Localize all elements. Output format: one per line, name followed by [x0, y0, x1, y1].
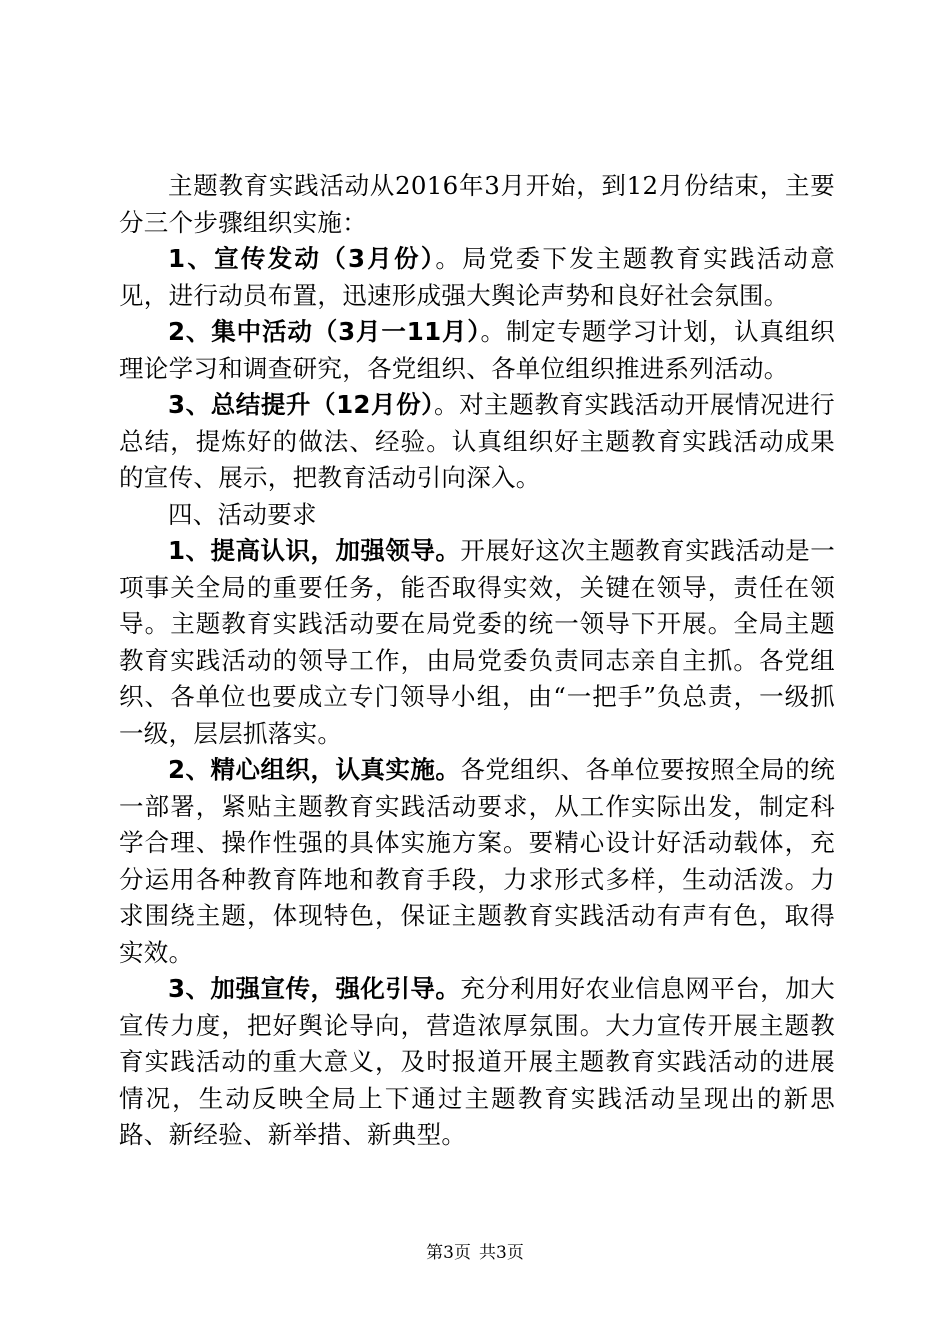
paragraph-text: 各党组织、各单位要按照全局的统一部署，紧贴主题教育实践活动要求，从工作实际出发，制定科学合理、操作性强的具体实施方案。要精心设计好活动载体，充分运用各种教育阵地和教育手段，力求形式多样，生动活泼。力求围绕主题，体现特色，保证主题教育实践活动有声有色，取得实效。 — [119, 755, 835, 967]
paragraph-lead: 1、宣传发动（3月份） — [168, 244, 436, 273]
paragraph-lead: 1、提高认识，加强领导。 — [168, 536, 461, 565]
paragraph-step-3 — [119, 387, 835, 497]
paragraph-lead: 3、加强宣传，强化引导。 — [168, 974, 461, 1003]
paragraph-intro — [119, 168, 835, 241]
page-total: 共3页 — [479, 1243, 524, 1263]
paragraph-step-1 — [119, 241, 835, 314]
document-body — [119, 168, 835, 1154]
paragraph-requirement-2 — [119, 752, 835, 971]
page-footer — [0, 1242, 950, 1264]
paragraph-text: 。局党委下发主题教育实践活动意见，进行动员布置，迅速形成强大舆论声势和良好社会氛围。 — [119, 244, 835, 310]
paragraph-lead: 3、总结提升（12月份） — [168, 390, 435, 419]
paragraph-lead: 2、精心组织，认真实施。 — [168, 755, 461, 784]
paragraph-text: 充分利用好农业信息网平台，加大宣传力度，把好舆论导向，营造浓厚氛围。大力宣传开展主题教育实践活动的重大意义，及时报道开展主题教育实践活动的进展情况，生动反映全局上下通过主题教育实践活动呈现出的新思路、新经验、新举措、新典型。 — [119, 974, 835, 1149]
paragraph-requirement-3 — [119, 971, 835, 1154]
paragraph-lead: 2、集中活动（3月一11月） — [168, 317, 481, 346]
section-heading — [119, 497, 835, 534]
page-number: 第3页 — [426, 1243, 471, 1263]
paragraph-text: 四、活动要求 — [168, 499, 317, 529]
paragraph-text: 开展好这次主题教育实践活动是一项事关全局的重要任务，能否取得实效，关键在领导，责任在领导。主题教育实践活动要在局党委的统一领导下开展。全局主题教育实践活动的领导工作，由局党委负责同志亲自主抓。各党组织、各单位也要成立专门领导小组，由“一把手”负总责，一级抓一级，层层抓落实。 — [119, 536, 835, 748]
paragraph-step-2 — [119, 314, 835, 387]
paragraph-requirement-1 — [119, 533, 835, 752]
paragraph-text: 主题教育实践活动从2016年3月开始，到12月份结束，主要分三个步骤组织实施： — [119, 171, 835, 237]
paragraph-text: 。对主题教育实践活动开展情况进行总结，提炼好的做法、经验。认真组织好主题教育实践活动成果的宣传、展示，把教育活动引向深入。 — [119, 390, 835, 492]
paragraph-text: 。制定专题学习计划，认真组织理论学习和调查研究，各党组织、各单位组织推进系列活动。 — [119, 317, 835, 383]
